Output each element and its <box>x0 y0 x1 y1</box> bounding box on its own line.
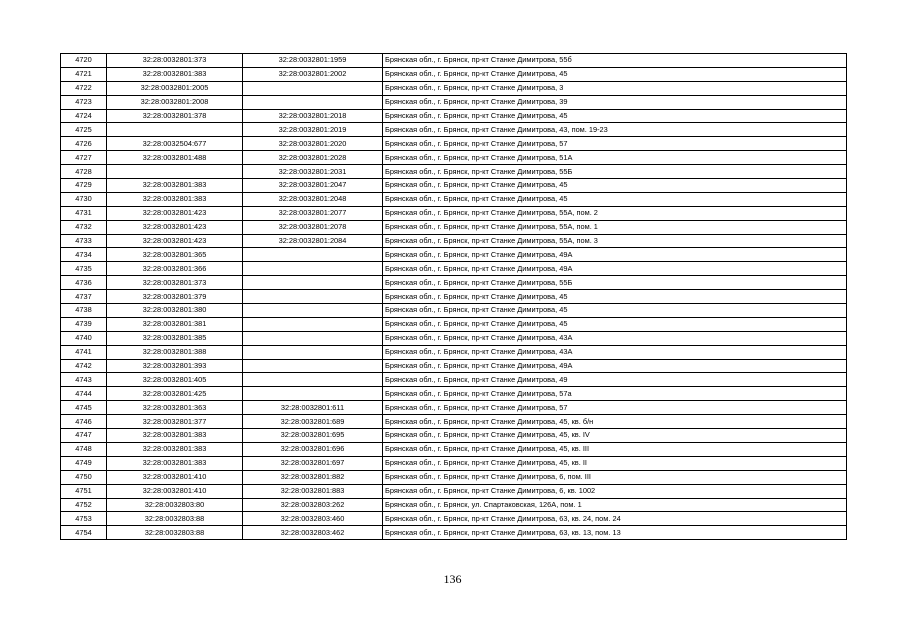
object-cadastral-number-cell <box>243 81 383 95</box>
table-row <box>61 387 847 401</box>
table-row <box>61 401 847 415</box>
parcel-cadastral-number-cell: 32:28:0032801:425 <box>107 387 243 401</box>
address-cell: Брянская обл., г. Брянск, пр-кт Станке Димитрова, 55А, пом. 1 <box>383 220 847 234</box>
parcel-cadastral-number-cell: 32:28:0032801:383 <box>107 456 243 470</box>
parcel-cadastral-number-cell: 32:28:0032801:405 <box>107 373 243 387</box>
object-cadastral-number-cell: 32:28:0032801:611 <box>243 401 383 415</box>
parcel-cadastral-number-cell: 32:28:0032803:88 <box>107 512 243 526</box>
table-row <box>61 290 847 304</box>
address-cell: Брянская обл., г. Брянск, пр-кт Станке Димитрова, 49А <box>383 359 847 373</box>
table-row <box>61 95 847 109</box>
parcel-cadastral-number-cell: 32:28:0032801:366 <box>107 262 243 276</box>
address-cell: Брянская обл., г. Брянск, пр-кт Станке Димитрова, 45 <box>383 304 847 318</box>
table-row <box>61 345 847 359</box>
parcel-cadastral-number-cell: 32:28:0032801:393 <box>107 359 243 373</box>
table-row <box>61 359 847 373</box>
address-cell: Брянская обл., г. Брянск, пр-кт Станке Димитрова, 49А <box>383 262 847 276</box>
row-number-cell: 4720 <box>61 54 107 68</box>
object-cadastral-number-cell <box>243 304 383 318</box>
parcel-cadastral-number-cell: 32:28:0032801:377 <box>107 415 243 429</box>
address-cell: Брянская обл., г. Брянск, пр-кт Станке Димитрова, 43А <box>383 331 847 345</box>
row-number-cell: 4741 <box>61 345 107 359</box>
object-cadastral-number-cell: 32:28:0032803:460 <box>243 512 383 526</box>
address-cell: Брянская обл., г. Брянск, пр-кт Станке Димитрова, 55Б <box>383 276 847 290</box>
object-cadastral-number-cell: 32:28:0032801:2084 <box>243 234 383 248</box>
table-row <box>61 192 847 206</box>
table-row <box>61 498 847 512</box>
table-row <box>61 151 847 165</box>
object-cadastral-number-cell: 32:28:0032801:697 <box>243 456 383 470</box>
object-cadastral-number-cell: 32:28:0032803:462 <box>243 526 383 540</box>
address-cell: Брянская обл., г. Брянск, пр-кт Станке Димитрова, 6, пом. III <box>383 470 847 484</box>
row-number-cell: 4738 <box>61 304 107 318</box>
row-number-cell: 4746 <box>61 415 107 429</box>
parcel-cadastral-number-cell: 32:28:0032801:378 <box>107 109 243 123</box>
parcel-cadastral-number-cell: 32:28:0032801:373 <box>107 54 243 68</box>
object-cadastral-number-cell: 32:28:0032801:2047 <box>243 179 383 193</box>
address-cell: Брянская обл., г. Брянск, пр-кт Станке Димитрова, 45, кв. IV <box>383 429 847 443</box>
row-number-cell: 4723 <box>61 95 107 109</box>
address-cell: Брянская обл., г. Брянск, пр-кт Станке Димитрова, 55б <box>383 54 847 68</box>
object-cadastral-number-cell <box>243 331 383 345</box>
address-cell: Брянская обл., г. Брянск, ул. Спартаковская, 126А, пом. 1 <box>383 498 847 512</box>
row-number-cell: 4724 <box>61 109 107 123</box>
object-cadastral-number-cell: 32:28:0032801:2077 <box>243 206 383 220</box>
row-number-cell: 4739 <box>61 317 107 331</box>
row-number-cell: 4731 <box>61 206 107 220</box>
table-row <box>61 54 847 68</box>
row-number-cell: 4736 <box>61 276 107 290</box>
table-row <box>61 206 847 220</box>
table-row <box>61 317 847 331</box>
table-row <box>61 373 847 387</box>
object-cadastral-number-cell: 32:28:0032801:689 <box>243 415 383 429</box>
address-cell: Брянская обл., г. Брянск, пр-кт Станке Димитрова, 57 <box>383 137 847 151</box>
table-row <box>61 67 847 81</box>
parcel-cadastral-number-cell: 32:28:0032803:88 <box>107 526 243 540</box>
parcel-cadastral-number-cell: 32:28:0032801:410 <box>107 484 243 498</box>
table-row <box>61 456 847 470</box>
object-cadastral-number-cell: 32:28:0032801:2018 <box>243 109 383 123</box>
object-cadastral-number-cell: 32:28:0032801:695 <box>243 429 383 443</box>
parcel-cadastral-number-cell: 32:28:0032801:383 <box>107 67 243 81</box>
row-number-cell: 4753 <box>61 512 107 526</box>
table-row <box>61 331 847 345</box>
address-cell: Брянская обл., г. Брянск, пр-кт Станке Димитрова, 43, пом. 19-23 <box>383 123 847 137</box>
object-cadastral-number-cell <box>243 290 383 304</box>
object-cadastral-number-cell <box>243 359 383 373</box>
address-cell: Брянская обл., г. Брянск, пр-кт Станке Димитрова, 49А <box>383 248 847 262</box>
row-number-cell: 4743 <box>61 373 107 387</box>
parcel-cadastral-number-cell <box>107 123 243 137</box>
row-number-cell: 4749 <box>61 456 107 470</box>
address-cell: Брянская обл., г. Брянск, пр-кт Станке Димитрова, 45, кв. II <box>383 456 847 470</box>
parcel-cadastral-number-cell: 32:28:0032801:2008 <box>107 95 243 109</box>
address-cell: Брянская обл., г. Брянск, пр-кт Станке Димитрова, 45 <box>383 109 847 123</box>
table-row <box>61 234 847 248</box>
parcel-cadastral-number-cell: 32:28:0032801:381 <box>107 317 243 331</box>
address-cell: Брянская обл., г. Брянск, пр-кт Станке Димитрова, 45 <box>383 179 847 193</box>
row-number-cell: 4750 <box>61 470 107 484</box>
table-row <box>61 526 847 540</box>
table-row <box>61 304 847 318</box>
address-cell: Брянская обл., г. Брянск, пр-кт Станке Димитрова, 57 <box>383 401 847 415</box>
row-number-cell: 4725 <box>61 123 107 137</box>
table-row <box>61 123 847 137</box>
address-cell: Брянская обл., г. Брянск, пр-кт Станке Димитрова, 3 <box>383 81 847 95</box>
table-row <box>61 470 847 484</box>
parcel-cadastral-number-cell: 32:28:0032801:385 <box>107 331 243 345</box>
row-number-cell: 4752 <box>61 498 107 512</box>
row-number-cell: 4744 <box>61 387 107 401</box>
row-number-cell: 4732 <box>61 220 107 234</box>
address-cell: Брянская обл., г. Брянск, пр-кт Станке Димитрова, 39 <box>383 95 847 109</box>
object-cadastral-number-cell <box>243 373 383 387</box>
table-row <box>61 276 847 290</box>
address-cell: Брянская обл., г. Брянск, пр-кт Станке Димитрова, 57а <box>383 387 847 401</box>
parcel-cadastral-number-cell: 32:28:0032801:363 <box>107 401 243 415</box>
parcel-cadastral-number-cell: 32:28:0032801:388 <box>107 345 243 359</box>
object-cadastral-number-cell: 32:28:0032801:2078 <box>243 220 383 234</box>
parcel-cadastral-number-cell: 32:28:0032801:365 <box>107 248 243 262</box>
parcel-cadastral-number-cell: 32:28:0032801:383 <box>107 179 243 193</box>
parcel-cadastral-number-cell: 32:28:0032801:2005 <box>107 81 243 95</box>
row-number-cell: 4734 <box>61 248 107 262</box>
row-number-cell: 4737 <box>61 290 107 304</box>
address-cell: Брянская обл., г. Брянск, пр-кт Станке Димитрова, 55Б <box>383 165 847 179</box>
table-row <box>61 415 847 429</box>
row-number-cell: 4722 <box>61 81 107 95</box>
table-row <box>61 248 847 262</box>
row-number-cell: 4733 <box>61 234 107 248</box>
object-cadastral-number-cell: 32:28:0032801:2019 <box>243 123 383 137</box>
parcel-cadastral-number-cell: 32:28:0032504:677 <box>107 137 243 151</box>
object-cadastral-number-cell: 32:28:0032801:2020 <box>243 137 383 151</box>
object-cadastral-number-cell: 32:28:0032801:1959 <box>243 54 383 68</box>
row-number-cell: 4730 <box>61 192 107 206</box>
row-number-cell: 4727 <box>61 151 107 165</box>
row-number-cell: 4742 <box>61 359 107 373</box>
parcel-cadastral-number-cell: 32:28:0032801:423 <box>107 234 243 248</box>
parcel-cadastral-number-cell: 32:28:0032801:488 <box>107 151 243 165</box>
table-row <box>61 109 847 123</box>
object-cadastral-number-cell: 32:28:0032801:2031 <box>243 165 383 179</box>
row-number-cell: 4751 <box>61 484 107 498</box>
page-number: 136 <box>443 572 462 586</box>
address-cell: Брянская обл., г. Брянск, пр-кт Станке Димитрова, 45 <box>383 192 847 206</box>
registry-table-body <box>61 54 847 540</box>
object-cadastral-number-cell: 32:28:0032801:696 <box>243 442 383 456</box>
address-cell: Брянская обл., г. Брянск, пр-кт Станке Димитрова, 6, кв. 1002 <box>383 484 847 498</box>
row-number-cell: 4745 <box>61 401 107 415</box>
address-cell: Брянская обл., г. Брянск, пр-кт Станке Димитрова, 49 <box>383 373 847 387</box>
address-cell: Брянская обл., г. Брянск, пр-кт Станке Димитрова, 45, кв. III <box>383 442 847 456</box>
object-cadastral-number-cell <box>243 95 383 109</box>
row-number-cell: 4740 <box>61 331 107 345</box>
parcel-cadastral-number-cell: 32:28:0032803:80 <box>107 498 243 512</box>
row-number-cell: 4747 <box>61 429 107 443</box>
object-cadastral-number-cell <box>243 317 383 331</box>
object-cadastral-number-cell: 32:28:0032801:882 <box>243 470 383 484</box>
table-row <box>61 262 847 276</box>
table-row <box>61 137 847 151</box>
table-row <box>61 165 847 179</box>
address-cell: Брянская обл., г. Брянск, пр-кт Станке Димитрова, 45 <box>383 317 847 331</box>
parcel-cadastral-number-cell: 32:28:0032801:379 <box>107 290 243 304</box>
table-row <box>61 429 847 443</box>
table-row <box>61 81 847 95</box>
parcel-cadastral-number-cell: 32:28:0032801:383 <box>107 442 243 456</box>
parcel-cadastral-number-cell <box>107 165 243 179</box>
object-cadastral-number-cell <box>243 262 383 276</box>
table-row <box>61 512 847 526</box>
registry-table <box>60 53 847 540</box>
row-number-cell: 4729 <box>61 179 107 193</box>
object-cadastral-number-cell <box>243 248 383 262</box>
address-cell: Брянская обл., г. Брянск, пр-кт Станке Димитрова, 63, кв. 13, пом. 13 <box>383 526 847 540</box>
object-cadastral-number-cell <box>243 387 383 401</box>
table-row <box>61 220 847 234</box>
address-cell: Брянская обл., г. Брянск, пр-кт Станке Димитрова, 45 <box>383 67 847 81</box>
parcel-cadastral-number-cell: 32:28:0032801:380 <box>107 304 243 318</box>
object-cadastral-number-cell <box>243 345 383 359</box>
parcel-cadastral-number-cell: 32:28:0032801:383 <box>107 192 243 206</box>
table-row <box>61 442 847 456</box>
object-cadastral-number-cell: 32:28:0032803:262 <box>243 498 383 512</box>
object-cadastral-number-cell <box>243 276 383 290</box>
address-cell: Брянская обл., г. Брянск, пр-кт Станке Димитрова, 45, кв. б/н <box>383 415 847 429</box>
address-cell: Брянская обл., г. Брянск, пр-кт Станке Димитрова, 43А <box>383 345 847 359</box>
parcel-cadastral-number-cell: 32:28:0032801:410 <box>107 470 243 484</box>
parcel-cadastral-number-cell: 32:28:0032801:423 <box>107 206 243 220</box>
object-cadastral-number-cell: 32:28:0032801:2002 <box>243 67 383 81</box>
parcel-cadastral-number-cell: 32:28:0032801:423 <box>107 220 243 234</box>
object-cadastral-number-cell: 32:28:0032801:2028 <box>243 151 383 165</box>
address-cell: Брянская обл., г. Брянск, пр-кт Станке Димитрова, 51А <box>383 151 847 165</box>
row-number-cell: 4748 <box>61 442 107 456</box>
parcel-cadastral-number-cell: 32:28:0032801:383 <box>107 429 243 443</box>
address-cell: Брянская обл., г. Брянск, пр-кт Станке Димитрова, 55А, пом. 3 <box>383 234 847 248</box>
parcel-cadastral-number-cell: 32:28:0032801:373 <box>107 276 243 290</box>
object-cadastral-number-cell: 32:28:0032801:2048 <box>243 192 383 206</box>
address-cell: Брянская обл., г. Брянск, пр-кт Станке Димитрова, 55А, пом. 2 <box>383 206 847 220</box>
address-cell: Брянская обл., г. Брянск, пр-кт Станке Димитрова, 63, кв. 24, пом. 24 <box>383 512 847 526</box>
row-number-cell: 4726 <box>61 137 107 151</box>
row-number-cell: 4728 <box>61 165 107 179</box>
object-cadastral-number-cell: 32:28:0032801:883 <box>243 484 383 498</box>
address-cell: Брянская обл., г. Брянск, пр-кт Станке Димитрова, 45 <box>383 290 847 304</box>
table-row <box>61 484 847 498</box>
table-row <box>61 179 847 193</box>
row-number-cell: 4721 <box>61 67 107 81</box>
row-number-cell: 4754 <box>61 526 107 540</box>
row-number-cell: 4735 <box>61 262 107 276</box>
